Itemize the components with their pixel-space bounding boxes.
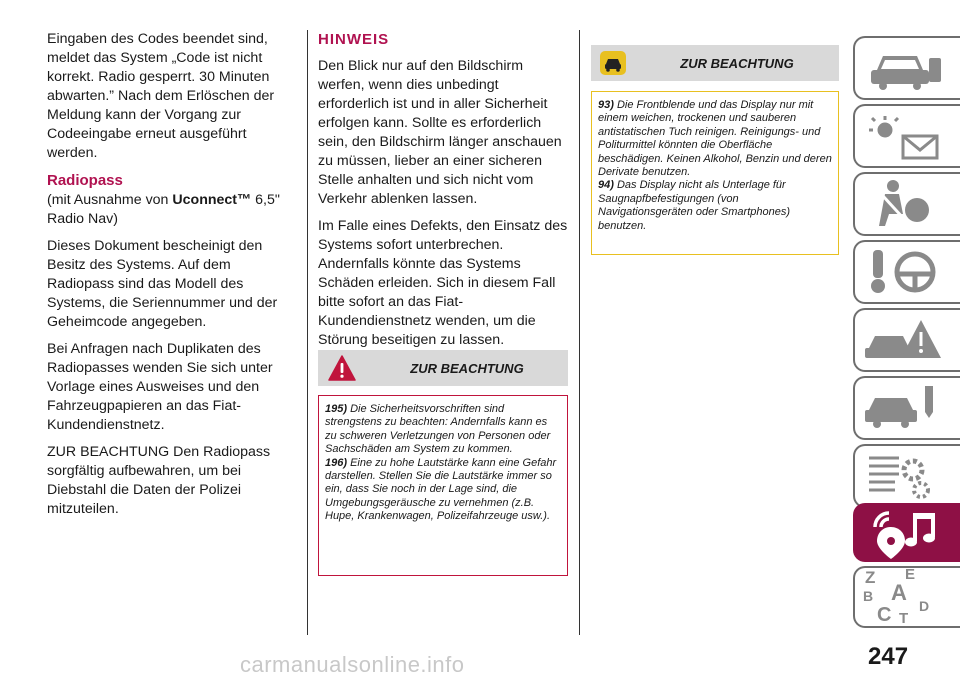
caution-box [591,91,839,255]
warning-item-195: 195) Die Sicherheitsvorschriften sind strengstens zu beachten: Andernfalls kann es zu schweren Verletzungen von Personen oder Sachschäden am System zu kommen. [325,403,551,456]
tab-safety[interactable] [853,172,960,236]
index-letter-a: A [891,580,907,605]
column-divider-2 [579,30,580,635]
watermark: carmanualsonline.info [240,652,465,677]
warning-triangle-icon [318,355,366,381]
paragraph-duplicates: Bei Anfragen nach Duplikaten des Radiopasses wenden Sie sich unter Vorlage eines Ausweises und den Fahrzeugpapieren an das Fiat-Kundendienstnetz. [47,341,273,433]
multimedia-icon [855,505,955,561]
car-overview-icon [855,38,955,98]
caution-item-94: 94) Das Display nicht als Unterlage für Saugnapfbefestigungen (von Navigationsgeräten oder Smartphones) benutzen. [598,179,791,232]
tab-starting-driving[interactable] [853,240,960,304]
caution-header [591,45,839,81]
emergency-icon [855,310,955,370]
tab-technical-data[interactable] [853,444,960,508]
index-letter-e: E [905,566,916,583]
paragraph-code-entry: Eingaben des Codes beendet sind, meldet das System „Code ist nicht korrekt. Radio gesperrt. 30 Minuten abwarten.” Nach dem Erlöschen der Meldung kann der Vorgang zur Codeeingabe erneut ausgeführt werden. [47,31,275,161]
car-caution-icon [591,50,635,76]
tab-emergency[interactable] [853,308,960,372]
safety-icon [855,174,955,234]
column-divider-1 [307,30,308,635]
warning-lights-icon [855,106,955,166]
radiopass-heading: Radiopass [47,172,123,189]
starting-driving-icon [855,242,955,302]
tab-maintenance[interactable] [853,376,960,440]
index-letter-t: T [899,610,909,627]
technical-data-icon [855,446,955,506]
index-letter-c: C [877,604,892,626]
index-letter-z: Z [865,568,876,587]
page-number: 247 [868,643,909,670]
tab-warning-lights[interactable] [853,104,960,168]
paragraph-keep-safe: ZUR BEACHTUNG Den Radiopass sorgfältig aufbewahren, um bei Diebstahl die Daten der Polizei mitzuteilen. [47,444,271,517]
maintenance-icon [855,378,955,438]
index-icon [861,568,956,628]
hinweis-heading: HINWEIS [318,31,390,48]
warning-box [318,395,568,576]
column-2 [318,30,570,358]
tab-multimedia[interactable] [853,503,960,562]
warning-header [318,350,568,386]
paragraph-screen-glance: Den Blick nur auf den Bildschirm werfen, wenn dies unbedingt erforderlich ist und in aller Sicherheit erfolgen kann. Sollte es erforderlich sein, den Bildschirm länger anschauen zu müssen, lieber an einer sicheren Stelle anhalten und sich nicht vom Verkehr ablenken lassen. [318,58,562,207]
paragraph-defect: Im Falle eines Defekts, den Einsatz des Systems sofort unterbrechen. Andernfalls könnte das Systems Schäden erleiden. Sich in diesem Fall bitte sofort an das Fiat-Kundendienstnetz wenden, um die Störung beseitigen zu lassen. [318,218,568,348]
paragraph-radiopass-doc: Dieses Dokument bescheinigt den Besitz des Systems. Auf dem Radiopass sind das Modell des Systems, die Seriennummer und der Geheimcode angegeben. [47,238,278,330]
warning-title: ZUR BEACHTUNG [410,360,524,376]
index-letter-b: B [863,588,874,604]
index-letter-d: D [919,598,930,614]
column-1 [47,30,282,527]
caution-title: ZUR BEACHTUNG [680,55,794,71]
warning-item-196: 196) Eine zu hohe Lautstärke kann eine Gefahr darstellen. Stellen Sie die Lautstärke immer so ein, dass Sie noch in der Lage sind, die Umgebungsgeräusche zu vernehmen (z.B. Hupe, Krankenwagen, Polizeifahrzeuge usw.). [325,456,557,523]
caution-item-93: 93) Die Frontblende und das Display nur mit einem weichen, trockenen und sauberen antistatischen Tuch reinigen. Reinigungs- und Politurmittel könnten die Oberfläche beschädigen. Keinen Alkohol, Benzin und deren Derivate benutzen. [598,99,832,179]
tab-index[interactable] [853,566,960,628]
tab-car-overview[interactable] [853,36,960,100]
radiopass-subtitle: (mit Ausnahme von Uconnect™ 6,5" Radio Nav) [47,192,280,227]
